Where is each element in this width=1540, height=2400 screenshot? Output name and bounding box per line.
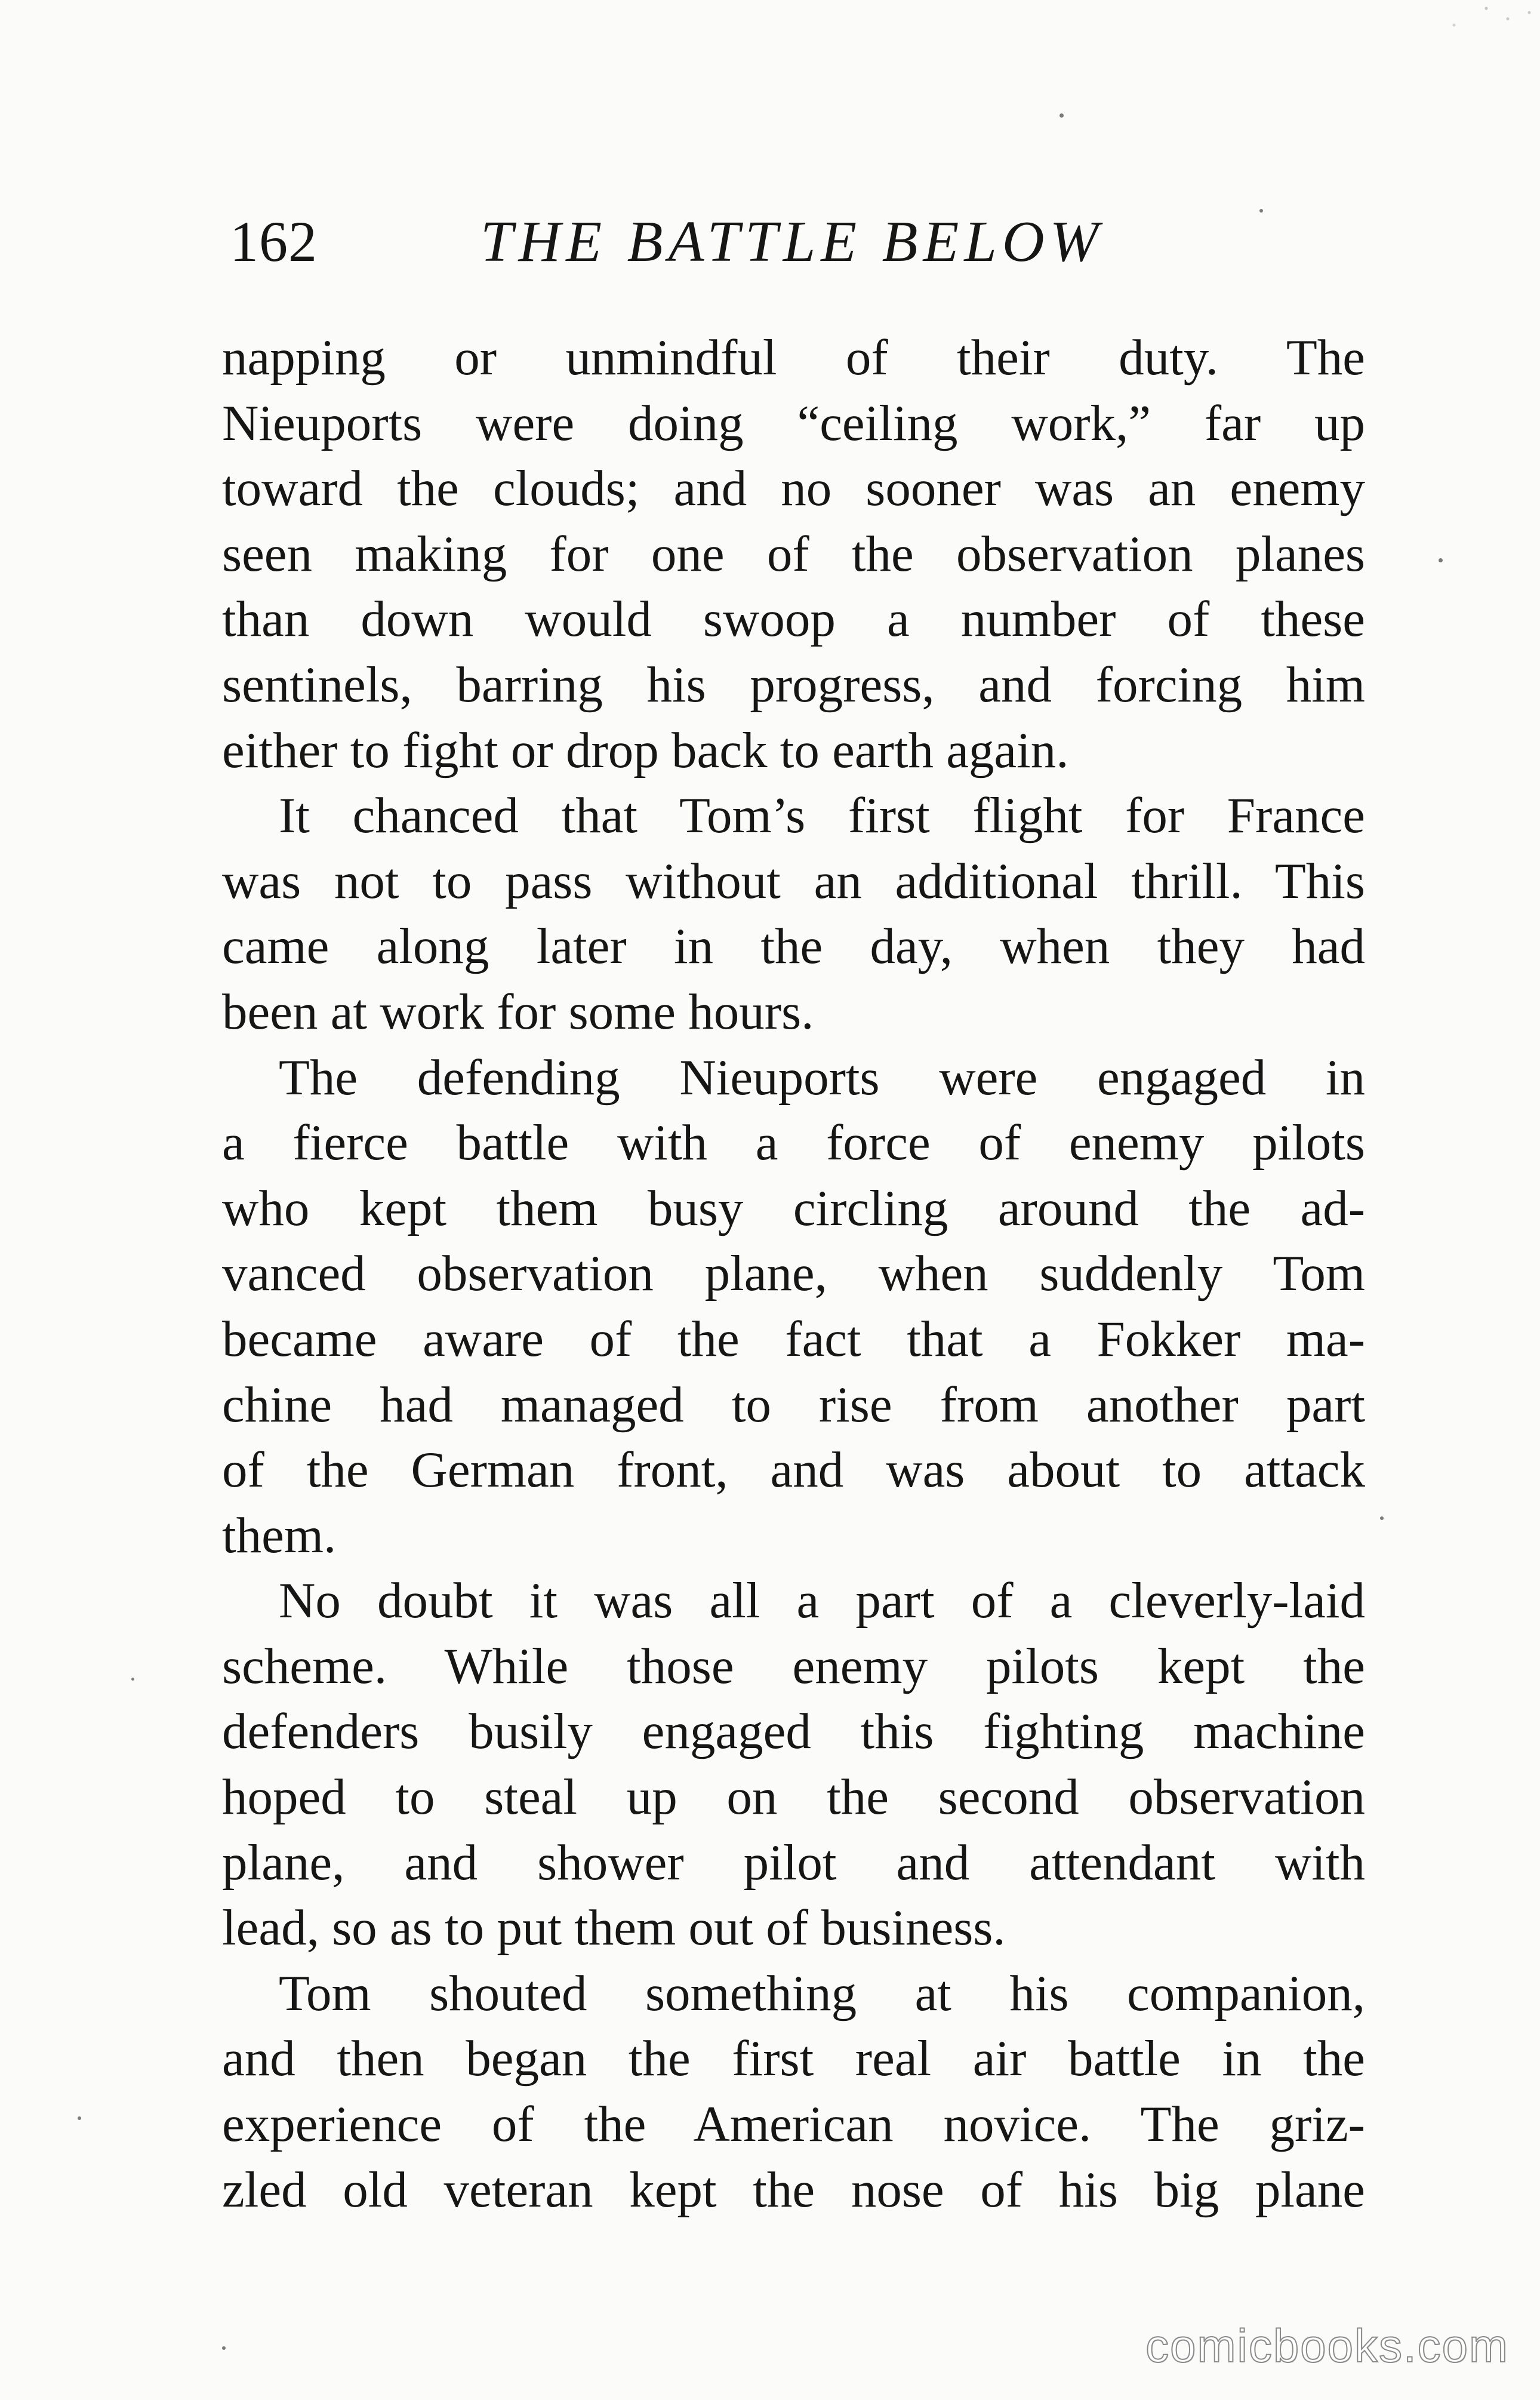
text-line: Nieuports were doing “ceiling work,” far up	[222, 395, 1365, 451]
text-line: toward the clouds; and no sooner was an enemy	[222, 460, 1365, 517]
text-line: than down would swoop a number of these	[222, 591, 1365, 648]
text-line: chine had managed to rise from another part	[222, 1376, 1365, 1433]
text-line: The defending Nieuports were engaged in	[279, 1049, 1365, 1106]
text-line: plane, and shower pilot and attendant with	[222, 1834, 1365, 1891]
scan-speck	[1380, 1516, 1384, 1520]
text-line: lead, so as to put them out of business.	[222, 1900, 1006, 1956]
page-header	[230, 200, 1400, 284]
text-line: who kept them busy circling around the ad-	[222, 1180, 1365, 1236]
text-line: No doubt it was all a part of a cleverly-laid	[279, 1573, 1365, 1629]
text-line: vanced observation plane, when suddenly Tom	[222, 1245, 1365, 1302]
scan-speck	[222, 2346, 226, 2350]
scan-speck	[1259, 209, 1263, 213]
text-line: sentinels, barring his progress, and forcing him	[222, 656, 1365, 713]
text-line: of the German front, and was about to attack	[222, 1442, 1365, 1499]
text-line: napping or unmindful of their duty. The	[222, 330, 1365, 386]
text-line: and then began the first real air battle in the	[222, 2030, 1365, 2087]
text-line: zled old veteran kept the nose of his big plane	[222, 2161, 1365, 2218]
running-title: THE BATTLE BELOW	[481, 210, 1104, 274]
page-number: 162	[230, 210, 318, 273]
text-line: a fierce battle with a force of enemy pilots	[222, 1115, 1365, 1171]
text-line: came along later in the day, when they had	[222, 918, 1365, 975]
body-text	[222, 325, 1365, 2223]
text-line: became aware of the fact that a Fokker ma-	[222, 1310, 1365, 1367]
text-line: scheme. While those enemy pilots kept the	[222, 1638, 1365, 1694]
text-line: either to fight or drop back to earth again.	[222, 722, 1069, 779]
text-line: seen making for one of the observation planes	[222, 525, 1365, 582]
text-line: was not to pass without an additional thrill. This	[222, 853, 1365, 909]
text-line: It chanced that Tom’s first flight for France	[279, 787, 1365, 844]
text-line: Tom shouted something at his companion,	[279, 1965, 1365, 2021]
text-line: been at work for some hours.	[222, 983, 814, 1040]
text-line: hoped to steal up on the second observation	[222, 1769, 1365, 1826]
scan-noise	[1325, 0, 1540, 42]
scan-speck	[131, 1678, 134, 1681]
text-line: them.	[222, 1507, 337, 1564]
watermark: comicbooks.com	[1145, 2319, 1509, 2372]
scan-speck	[1439, 558, 1443, 562]
text-line: experience of the American novice. The griz-	[222, 2096, 1365, 2153]
text-line: defenders busily engaged this fighting machine	[222, 1703, 1365, 1760]
scan-speck	[78, 2116, 81, 2120]
scan-speck	[1059, 113, 1064, 118]
